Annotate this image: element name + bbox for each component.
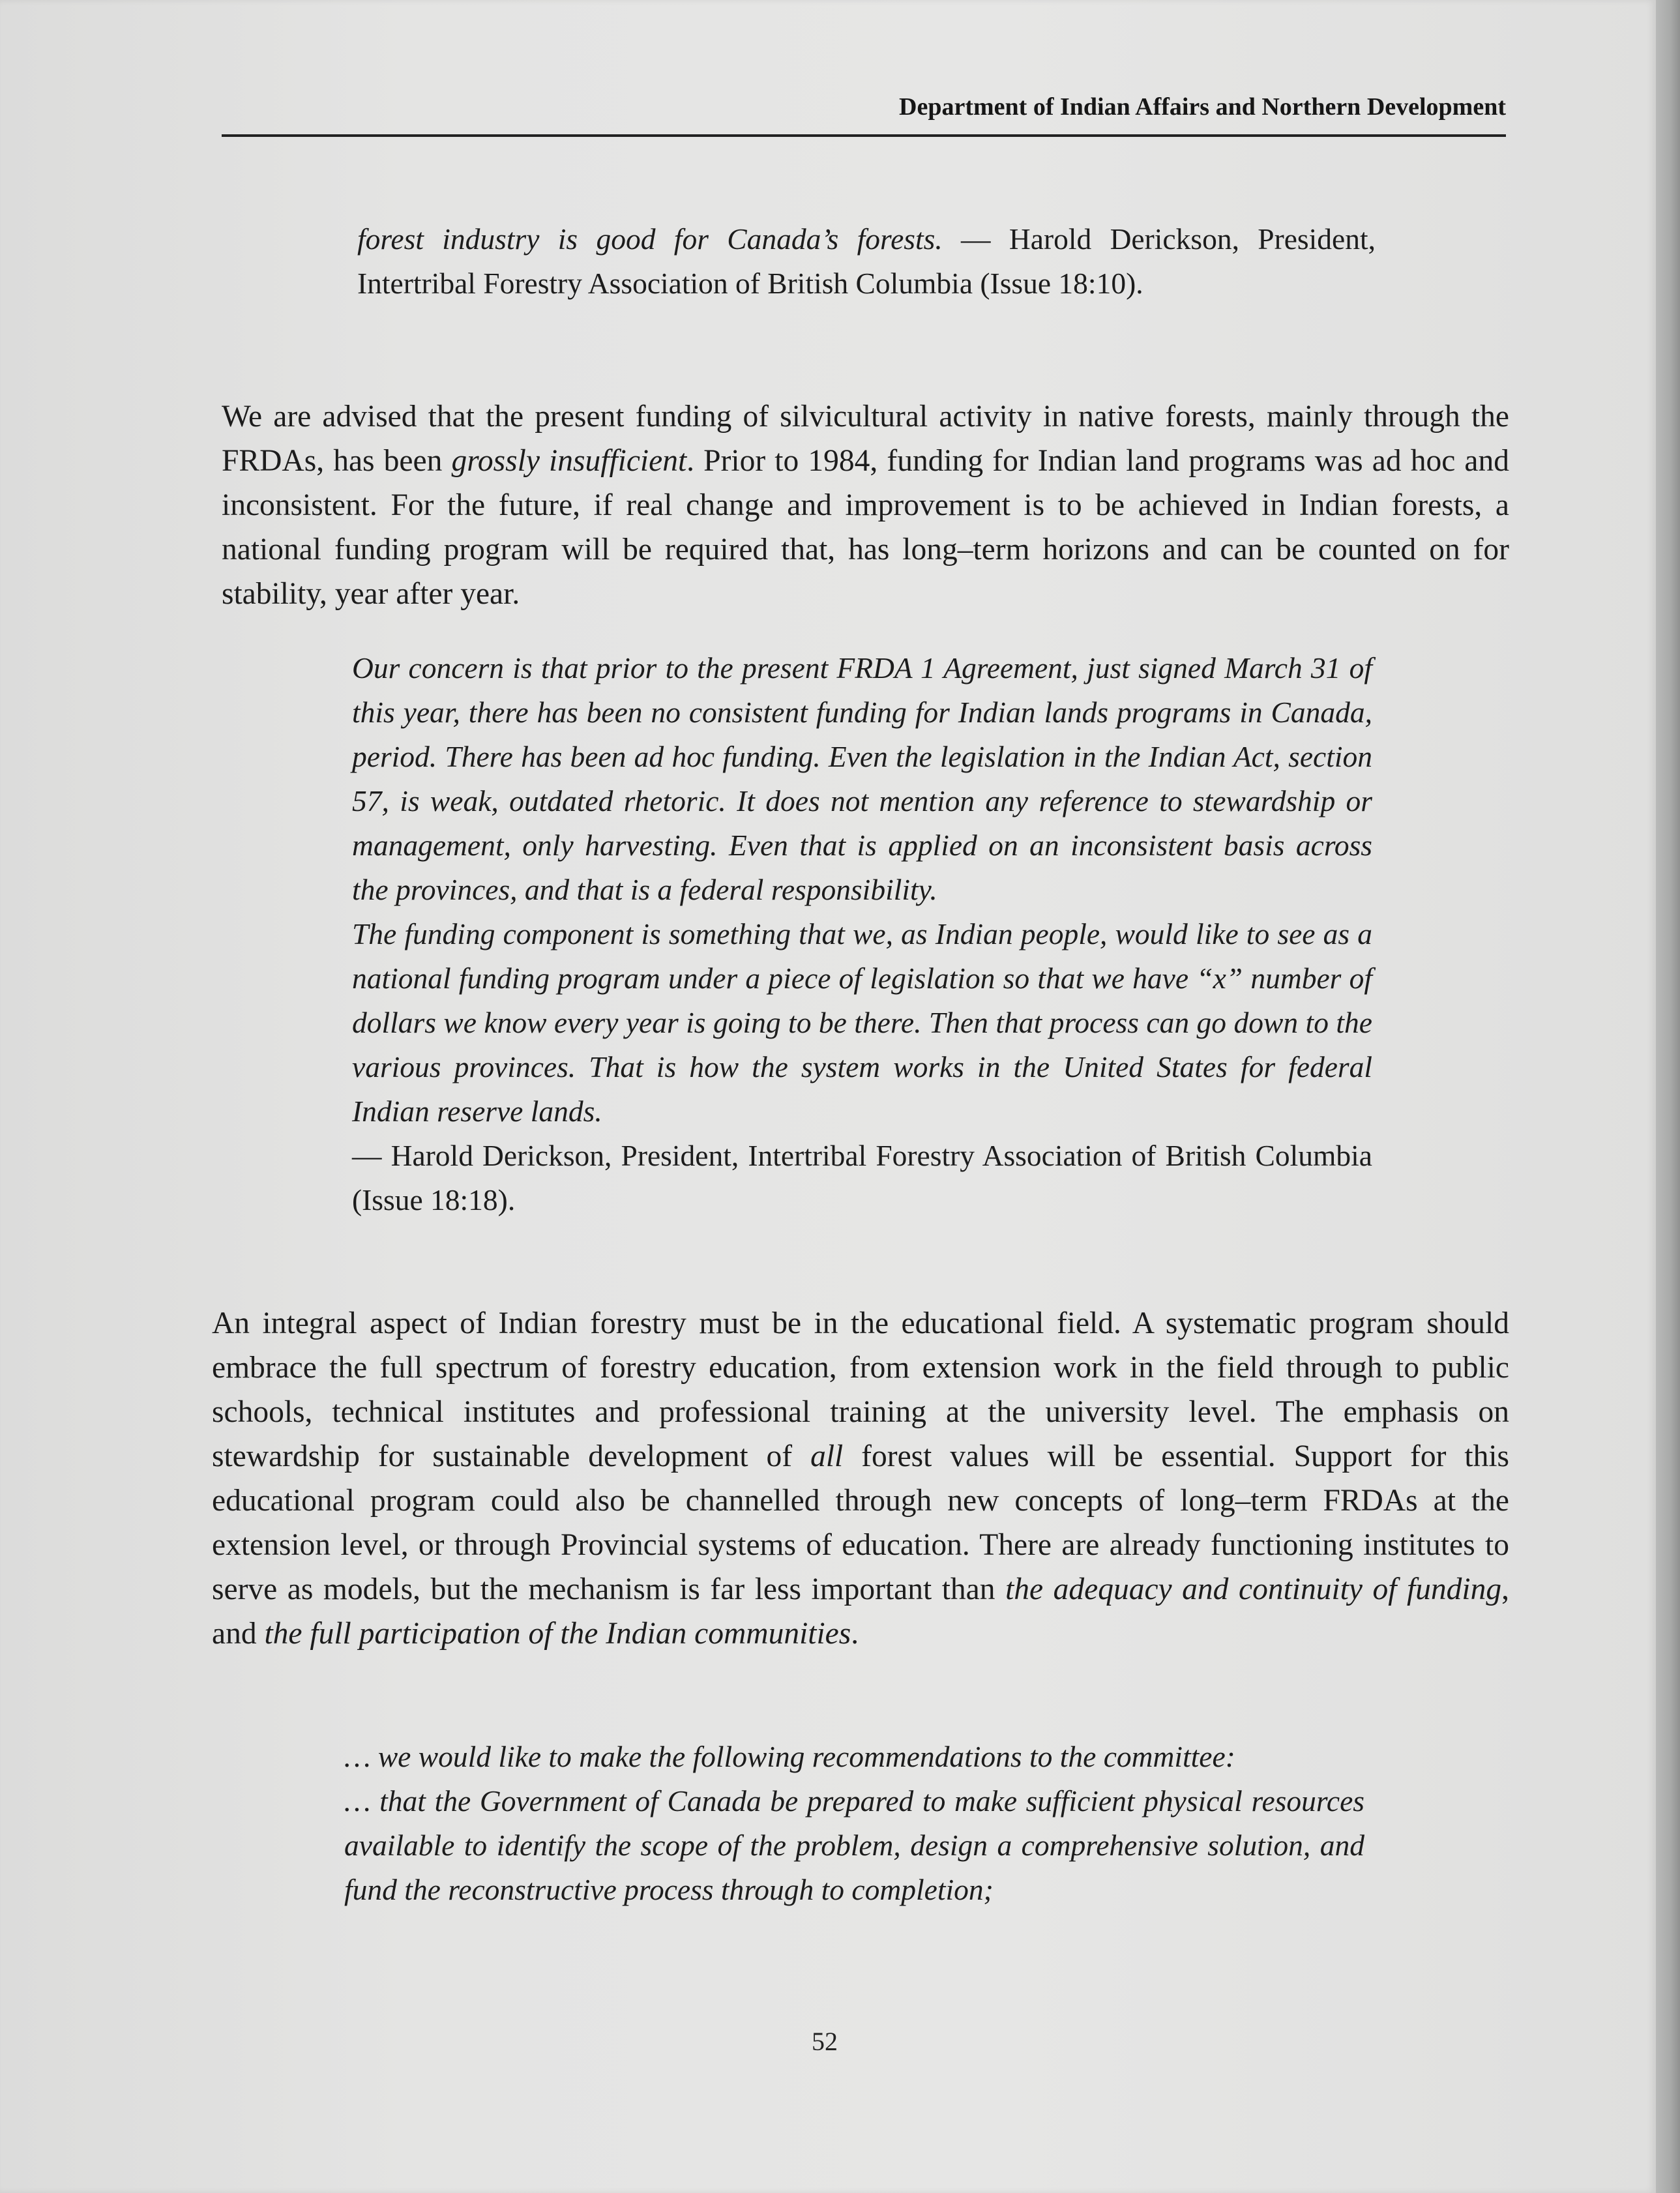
recommendations-line-1: … we would like to make the following recommendations to the committee: [344, 1740, 1235, 1773]
middle-quote-attribution: — Harold Derickson, President, Intertribal Forestry Association of British Columbia (Issue 18:18). [352, 1139, 1372, 1216]
paragraph-funding-emphasis: grossly insufficient [451, 444, 687, 478]
middle-quote-para-2: The funding component is something that we, as Indian people, would like to see as a national funding program under a piece of legislation so that we have “x” number of dollars we know every year is going to be there. Then that process can go down to the various provinces. That is how the system works in the United States for federal Indian reserve lands. [352, 917, 1372, 1128]
paragraph-education-text-1: An integral aspect of Indian forestry must be in the educational field. A systematic program should embrace the full spectrum of forestry education, from extension work in the field through to public schools, technical institutes and professional training at the university level. The emphasis on stewardship for sustainable development of [212, 1306, 1509, 1473]
paragraph-education-emphasis-3: the full participation of the Indian communities [264, 1617, 851, 1651]
top-quote-text: forest industry is good for Canada’s forests. [357, 222, 943, 256]
paragraph-education-emphasis-2: the adequacy and continuity of funding [1005, 1572, 1502, 1606]
middle-quote-para-1: Our concern is that prior to the present FRDA 1 Agreement, just signed March 31 of this year, there has been no consistent funding for Indian lands programs in Canada, period. There has been ad hoc funding. Even the legislation in the Indian Act, section 57, is weak, outdated rhetoric. It does not mention any reference to stewardship or management, only harvesting. Even that is applied on an inconsistent basis across the provinces, and that is a federal responsibility. [352, 651, 1372, 906]
page-edge [1656, 0, 1680, 2193]
top-quote [357, 217, 1376, 306]
paragraph-funding [222, 394, 1509, 616]
paragraph-funding-text-2: . Prior to 1984, funding for Indian land programs was ad hoc and inconsistent. For the future, if real change and improvement is to be achieved in Indian forests, a national funding program will be required that, has long–term horizons and can be counted on for stability, year after year. [222, 444, 1509, 611]
top-quote-attribution: — Harold Derickson, President, Intertribal Forestry Association of British Columbia (Issue 18:10). [357, 222, 1376, 300]
paragraph-education-emphasis-1: all [810, 1439, 844, 1473]
paragraph-education [212, 1301, 1509, 1656]
header-rule [222, 134, 1506, 137]
recommendations-quote [344, 1735, 1364, 1912]
paragraph-education-text-4: . [851, 1617, 859, 1651]
paragraph-funding-text-1: We are advised that the present funding of silvicultural activity in native forests, mainly through the FRDAs, has been [222, 400, 1509, 478]
middle-quote [352, 646, 1372, 1222]
paragraph-education-text-2: forest values will be essential. Support for this educational program could also be channelled through new concepts of long–term FRDAs at the extension level, or through Provincial systems of education. There are already functioning institutes to serve as models, but the mechanism is far less important than [212, 1439, 1509, 1606]
page-number: 52 [812, 2027, 838, 2056]
running-header: Department of Indian Affairs and Northern Development [899, 93, 1506, 121]
recommendations-line-2: … that the Government of Canada be prepared to make sufficient physical resources available to identify the scope of the problem, design a comprehensive solution, and fund the reconstructive process through to completion; [344, 1784, 1364, 1906]
paragraph-education-text-3: , and [212, 1572, 1509, 1651]
